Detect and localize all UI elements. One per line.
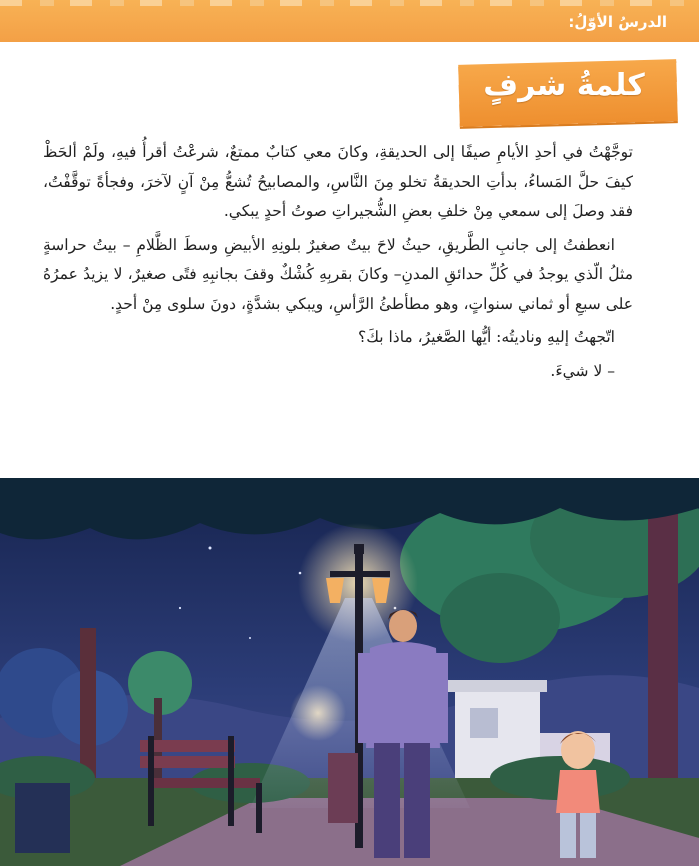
kiosk-post (328, 753, 358, 823)
trash-bin (15, 783, 70, 853)
story-paragraph-3: اتّجهتُ إليهِ وناديتُه: أيُّها الصَّغيرُ، ماذا بكَ؟ (357, 328, 615, 346)
park-night-illustration (0, 478, 699, 866)
lesson-title: كلمةُ شرفٍ (483, 68, 645, 103)
story-paragraph-2: انعطفتُ إلى جانبِ الطَّريقِ، حيثُ لاحَ بيتٌ صغيرٌ بلونِهِ الأبيضِ وسطَ الظَّلامِ – بيتُ حراسةٍ مثلُ الّذي يوجدُ في كُلِّ حدائقِ المدنِ– وكانَ بقربِهِ كُشْكٌ وقفَ بجانبِهِ فتًى صغيرٌ، لا يزيدُ عمرُهُ على سبعِ أو ثماني سنواتٍ، وهو مطأطئُ الرَّأسِ، ويبكي بشدَّةٍ، دونَ سلوى مِنْ أحدٍ. (43, 235, 633, 313)
story-text (43, 138, 633, 386)
story-paragraph-4: – لا شيءَ. (550, 361, 615, 380)
story-paragraph-1: توجَّهْتُ في أحدِ الأيامِ صيفًا إلى الحديقةِ، وكانَ معي كتابٌ ممتعٌ، شرعْتُ أقرأُ فيهِ، ولَمْ ألحَظْ كيفَ حلَّ المَساءُ، بدأتِ الحديقةُ تخلو مِنَ النَّاسِ، والمصابيحُ تُشعُّ مِنْ آنٍ لآخرَ، وفجأةً توقَّفْتُ، فقد وصلَ إلى سمعي مِنْ خلفِ بعضِ الشُّجيراتِ صوتُ أحدٍ يبكي. (43, 143, 633, 220)
header-decor-strip (0, 0, 699, 6)
illustration-svg (0, 478, 699, 866)
lesson-label: الدرسُ الأوّلُ: (568, 13, 667, 31)
